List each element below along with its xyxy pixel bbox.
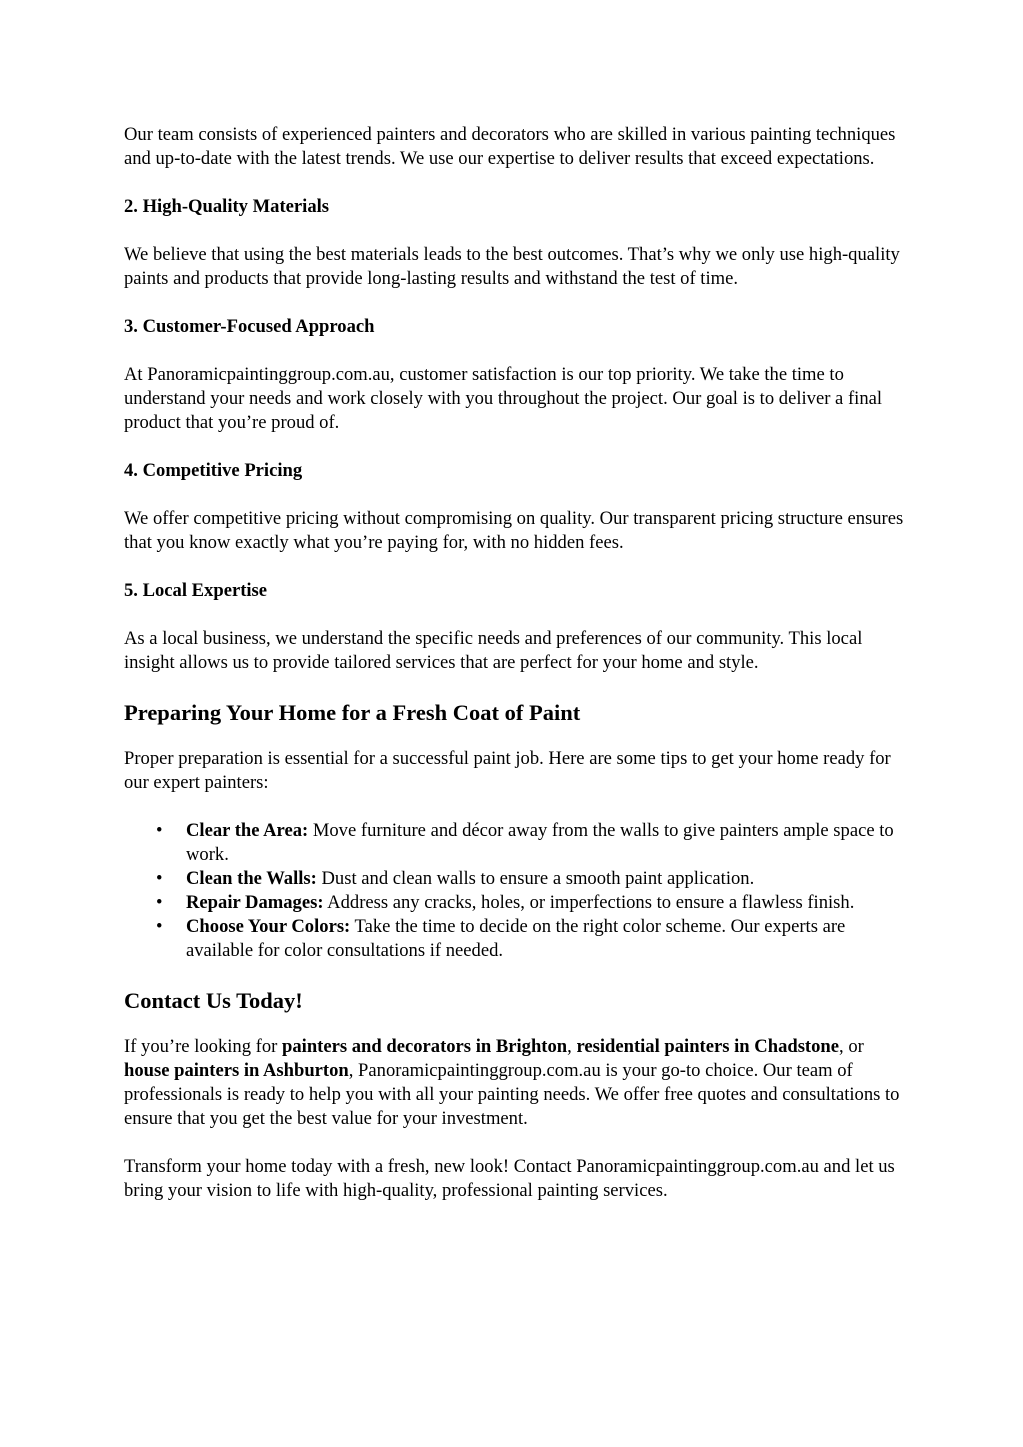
tip-label: Choose Your Colors:	[186, 916, 351, 937]
bullet-icon: •	[156, 820, 163, 841]
tip-label: Clear the Area:	[186, 820, 309, 841]
tips-list	[124, 819, 904, 963]
contact-text: ,	[567, 1036, 577, 1057]
tip-text: Move furniture and décor away from the walls to give painters ample space to work.	[186, 820, 894, 865]
reason-heading-pricing: 4. Competitive Pricing	[124, 460, 303, 481]
document-page	[124, 123, 904, 1227]
reason-heading-materials: 2. High-Quality Materials	[124, 196, 330, 217]
bullet-icon: •	[156, 916, 163, 937]
closing-paragraph: Transform your home today with a fresh, new look! Contact Panoramicpaintinggroup.com.au and let us bring your vision to life with high-quality, professional painting services.	[124, 1156, 895, 1201]
list-item	[156, 819, 904, 867]
tip-text: Dust and clean walls to ensure a smooth paint application.	[316, 868, 755, 889]
contact-text: , or	[839, 1036, 864, 1057]
contact-paragraph	[124, 1035, 904, 1131]
reason-body-materials: We believe that using the best materials leads to the best outcomes. That’s why we only use high-quality paints and products that provide long-lasting results and withstand the test of time.	[124, 244, 900, 289]
preparing-intro: Proper preparation is essential for a successful paint job. Here are some tips to get your home ready for our expert painters:	[124, 748, 891, 793]
list-item	[156, 891, 904, 915]
service-ashburton: house painters in Ashburton	[124, 1060, 349, 1081]
reason-body-pricing: We offer competitive pricing without compromising on quality. Our transparent pricing structure ensures that you know exactly what you’re paying for, with no hidden fees.	[124, 508, 904, 553]
contact-text: , Panoramicpaintinggroup.com.au is your go-to choice. Our team of professionals is ready to help you with all your painting needs. We offer free quotes and consultations to ensure that you get the best value for your investment.	[124, 1060, 900, 1129]
list-item	[156, 915, 904, 963]
service-chadstone: residential painters in Chadstone	[576, 1036, 840, 1057]
reason-heading-local: 5. Local Expertise	[124, 580, 268, 601]
section-title-preparing: Preparing Your Home for a Fresh Coat of Paint	[124, 700, 581, 725]
section-title-contact: Contact Us Today!	[124, 988, 303, 1013]
intro-paragraph: Our team consists of experienced painters and decorators who are skilled in various painting techniques and up-to-date with the latest trends. We use our expertise to deliver results that exceed expectations.	[124, 124, 896, 169]
tip-text: Address any cracks, holes, or imperfections to ensure a flawless finish.	[323, 892, 855, 913]
reason-body-local: As a local business, we understand the specific needs and preferences of our community. This local insight allows us to provide tailored services that are perfect for your home and style.	[124, 628, 863, 673]
bullet-icon: •	[156, 892, 163, 913]
tip-text: Take the time to decide on the right color scheme. Our experts are available for color consultations if needed.	[186, 916, 846, 961]
contact-text: If you’re looking for	[124, 1036, 283, 1057]
service-brighton: painters and decorators in Brighton	[282, 1036, 568, 1057]
bullet-icon: •	[156, 868, 163, 889]
list-item	[156, 867, 904, 891]
tip-label: Repair Damages:	[186, 892, 324, 913]
reason-heading-customer: 3. Customer-Focused Approach	[124, 316, 375, 337]
tip-label: Clean the Walls:	[186, 868, 317, 889]
reason-body-customer: At Panoramicpaintinggroup.com.au, customer satisfaction is our top priority. We take the time to understand your needs and work closely with you throughout the project. Our goal is to deliver a final product that you’re proud of.	[124, 364, 883, 433]
